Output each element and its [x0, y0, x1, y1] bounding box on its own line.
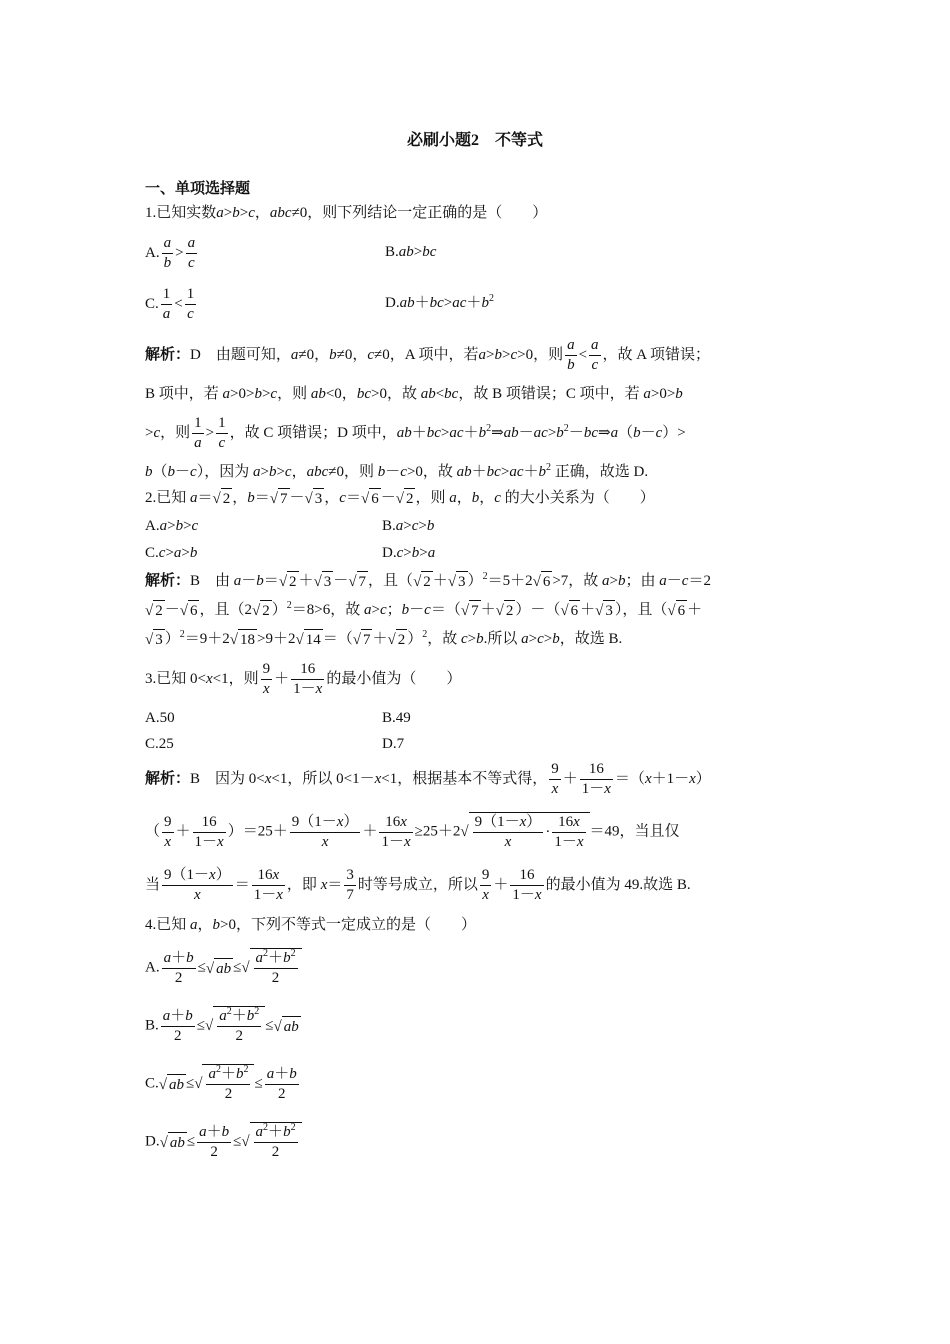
- q2-solution-line1: 解析：B 由 a－b＝√ 2 ＋√ 3 －√ 7 ，且（√ 2 ＋√ 3 ）$^2$＝5＋2√ 6 >7，故 a>b；由 a－c＝2: [145, 571, 711, 591]
- q1-solution-line4: b（b－c），因为 a>b>c，abc≠0，则 b－c>0，故 $ab+bc>ac+b^2$ 正确，故选 D.: [145, 462, 649, 480]
- q2-option-a: A.a>b>c: [145, 518, 199, 534]
- q3-solution-line1: 解析：B 因为 0<x<1，所以 0<1－x<1，根据基本不等式得， $\frac{9}{x}$ ＋ $\frac{16}{1-x}$ ＝（x＋1－x）: [145, 761, 711, 797]
- q4-option-b: B. $\frac{a+b}{2}$ ≤√ $\frac{a^2+b^2}{2}$ ≤√ ab: [145, 1006, 299, 1044]
- q2-option-d: D.c>b>a: [382, 545, 436, 561]
- page-title: 必刷小题2 不等式: [406, 132, 543, 149]
- q3-option-c: C.25: [145, 736, 174, 752]
- q1-option-b: B.ab>bc: [385, 244, 437, 260]
- q3-solution-line3: 当 $\frac{9(1-x)}{x}$ ＝ $\frac{16x}{1-x}$ ，即 x＝ $\frac{3}{7}$ 时等号成立，所以 $\frac{9}{x}$ ＋ $\frac{16}{1-x}$ 的最小值为 49.故选 B.: [145, 867, 691, 903]
- q2-option-c: C.c>a>b: [145, 545, 198, 561]
- q3-option-a: A.50: [145, 710, 175, 726]
- q3-stem: 3.已知 0<x<1，则 $\frac{9}{x}$ ＋ $\frac{16}{1-x}$ 的最小值为（ ）: [145, 661, 462, 697]
- q2-option-b: B.a>c>b: [382, 518, 435, 534]
- q4-option-c: C.√ ab ≤√ $\frac{a^2+b^2}{2}$ ≤ $\frac{a+b}{2}$: [145, 1064, 297, 1102]
- q2-solution-line2: √ 2 －√ 6 ，且（2√ 2 ）$^2$＝8>6，故 a>c；b－c＝（√ 7 ＋√ 2 ）－（√ 6 ＋√ 3 ），且（√ 6 ＋: [145, 600, 703, 620]
- q2-solution-line3: √ 3 ）$^2$＝9＋2√ 18 >9＋2√ 14 ＝（√ 7 ＋√ 2 ）$^2$，故 c>b.所以 a>c>b，故选 B.: [145, 629, 623, 649]
- q2-stem: 2.已知 a＝√ 2 ，b＝√ 7 －√ 3 ，c＝√ 6 －√ 2 ，则 a，b，c 的大小关系为（ ）: [145, 490, 655, 508]
- q1-option-d: $D.ab+bc>ac+b^2$: [385, 293, 494, 311]
- q1-option-a: A. $\frac{a}{b}$ > $\frac{a}{c}$: [145, 235, 196, 271]
- q4-option-d: D.√ ab ≤ $\frac{a+b}{2}$ ≤√ $\frac{a^2+b^2}{2}$: [145, 1122, 302, 1162]
- q4-option-a: A. $\frac{a+b}{2}$ ≤√ ab ≤√ $\frac{a^2+b^2}{2}$: [145, 948, 302, 988]
- q3-option-d: D.7: [382, 736, 405, 752]
- q1-option-c: C. $\frac{1}{a}$ < $\frac{1}{c}$: [145, 286, 195, 322]
- q1-stem: 1.已知实数a>b>c，abc≠0，则下列结论一定正确的是（ ）: [145, 205, 548, 221]
- q3-solution-line2: （ $\frac{9}{x}$ ＋ $\frac{16}{1-x}$ ）＝25＋ $\frac{9(1-x)}{x}$ ＋ $\frac{16x}{1-x}$ ≥25＋2√ $\frac{9(1-x)}{x}$ · $\frac{16x}{1-x}$ ＝49，当且仅: [145, 813, 680, 850]
- q4-stem: 4.已知 a，b>0，下列不等式一定成立的是（ ）: [145, 917, 476, 933]
- q1-solution-line3: >c，则 $\frac{1}{a}$ > $\frac{1}{c}$ ，故 C 项错误；D 项中，$ab+bc>ac+b^2\Rightarrow ab-ac>b^2-bc\Rightarrow a(b-c)>$: [145, 415, 686, 451]
- q1-solution-line2: B 项中，若 a>0>b>c，则 ab<0，bc>0，故 ab<bc，故 B 项错误；C 项中，若 a>0>b: [145, 386, 683, 402]
- section-heading: 一、单项选择题: [145, 181, 251, 197]
- q1-solution-line1: 解析：D 由题可知，a≠0，b≠0，c≠0，A 项中，若a>b>c>0，则 $\frac{a}{b}$ < $\frac{a}{c}$ ，故 A 项错误；: [145, 337, 711, 373]
- q3-option-b: B.49: [382, 710, 411, 726]
